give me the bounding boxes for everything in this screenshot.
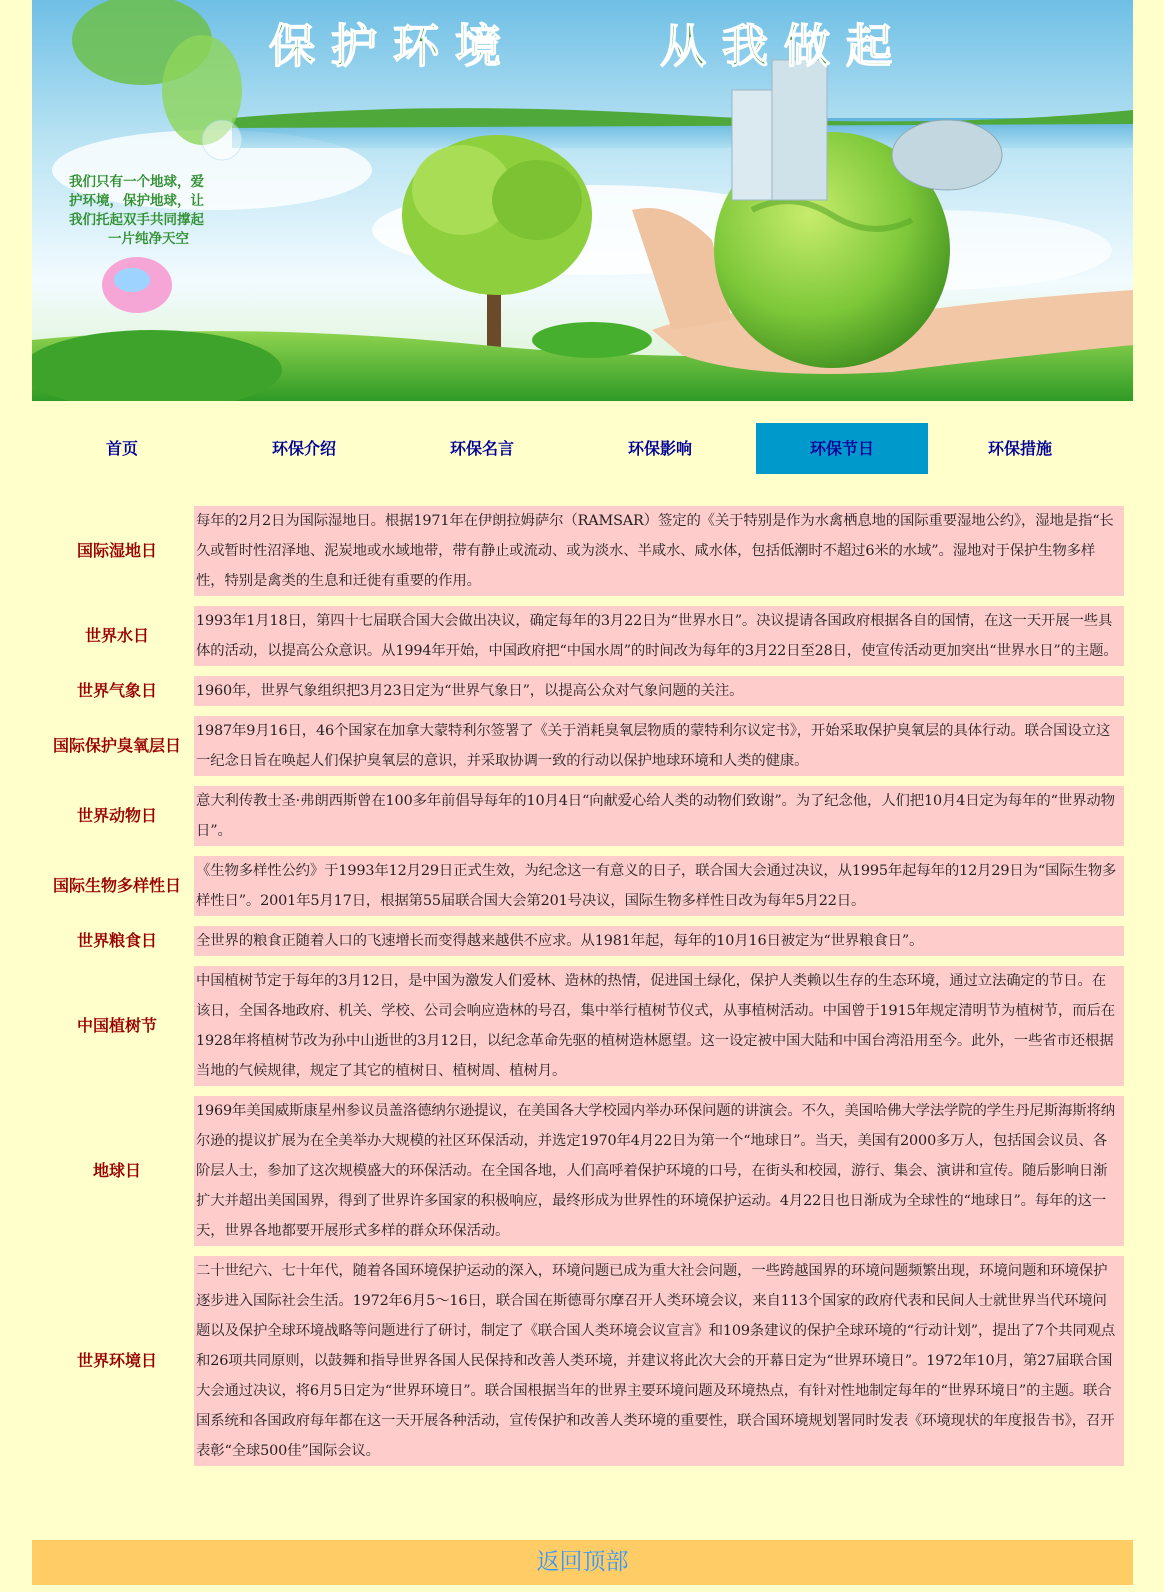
festival-description: 《生物多样性公约》于1993年12月29日正式生效，为纪念这一有意义的日子，联合国大会通过决议，从1995年起每年的12月29日为“国际生物多样性日”。2001年5月17日，根据第55届联合国大会第201号决议，国际生物多样性日改为每年5月22日。 xyxy=(194,856,1124,916)
festival-list xyxy=(40,506,1124,1476)
nav-item-measures[interactable]: 环保措施 xyxy=(987,439,1052,458)
main-nav xyxy=(36,423,1126,474)
festival-row xyxy=(40,926,1124,956)
festival-title: 国际湿地日 xyxy=(76,541,157,560)
banner-slogan-line: 一片纯净天空 xyxy=(108,231,189,247)
festival-row xyxy=(40,606,1124,666)
festival-row xyxy=(40,966,1124,1086)
festival-title: 世界环境日 xyxy=(76,1351,157,1370)
festival-description: 中国植树节定于每年的3月12日，是中国为激发人们爱林、造林的热情，促进国土绿化，保护人类赖以生存的生态环境，通过立法确定的节日。在该日，全国各地政府、机关、学校、公司会响应造林的号召，集中举行植树节仪式，从事植树活动。中国曾于1915年规定清明节为植树节，而后在1928年将植树节改为孙中山逝世的3月12日，以纪念革命先驱的植树造林愿望。这一设定被中国大陆和中国台湾沿用至今。此外，一些省市还根据当地的气候规律，规定了其它的植树日、植树周、植树月。 xyxy=(194,966,1124,1086)
banner-slogan-line: 护环境，保护地球，让 xyxy=(69,193,204,209)
festival-row xyxy=(40,506,1124,596)
festival-title: 国际生物多样性日 xyxy=(52,876,181,895)
festival-description: 每年的2月2日为国际湿地日。根据1971年在伊朗拉姆萨尔（RAMSAR）签定的《关于特别是作为水禽栖息地的国际重要湿地公约》，湿地是指“长久或暂时性沼泽地、泥炭地或水域地带，带有静止或流动、或为淡水、半咸水、咸水体，包括低潮时不超过6米的水域”。湿地对于保护生物多样性，特别是禽类的生息和迁徙有重要的作用。 xyxy=(194,506,1124,596)
festival-title: 世界水日 xyxy=(84,626,149,645)
back-to-top-link[interactable]: 返回顶部 xyxy=(32,1540,1133,1585)
nav-item-intro[interactable]: 环保介绍 xyxy=(271,439,336,458)
nav-item-impact[interactable]: 环保影响 xyxy=(627,439,692,458)
festival-row xyxy=(40,676,1124,706)
festival-title: 世界动物日 xyxy=(76,806,157,825)
festival-row xyxy=(40,786,1124,846)
festival-title: 中国植树节 xyxy=(76,1016,157,1035)
banner-image xyxy=(32,0,1133,401)
festival-title: 世界气象日 xyxy=(76,681,157,700)
festival-description: 意大利传教士圣·弗朗西斯曾在100多年前倡导每年的10月4日“向献爱心给人类的动物们致谢”。为了纪念他，人们把10月4日定为每年的“世界动物日”。 xyxy=(194,786,1124,846)
festival-title: 地球日 xyxy=(92,1161,141,1180)
festival-description: 二十世纪六、七十年代，随着各国环境保护运动的深入，环境问题已成为重大社会问题，一些跨越国界的环境问题频繁出现，环境问题和环境保护逐步进入国际社会生活。1972年6月5～16日，联合国在斯德哥尔摩召开人类环境会议，来自113个国家的政府代表和民间人士就世界当代环境问题以及保护全球环境战略等问题进行了研讨，制定了《联合国人类环境会议宣言》和109条建议的保护全球环境的“行动计划”，提出了7个共同观点和26项共同原则，以鼓舞和指导世界各国人民保持和改善人类环境，并建议将此次大会的开幕日定为“世界环境日”。1972年10月，第27届联合国大会通过决议，将6月5日定为“世界环境日”。联合国根据当年的世界主要环境问题及环境热点，有针对性地制定每年的“世界环境日”的主题。联合国系统和各国政府每年都在这一天开展各种活动，宣传保护和改善人类环境的重要性，联合国环境规划署同时发表《环境现状的年度报告书》，召开表彰“全球500佳”国际会议。 xyxy=(194,1256,1124,1466)
festival-description: 1993年1月18日，第四十七届联合国大会做出决议，确定每年的3月22日为“世界水日”。决议提请各国政府根据各自的国情，在这一天开展一些具体的活动，以提高公众意识。从1994年开始，中国政府把“中国水周”的时间改为每年的3月22日至28日，使宣传活动更加突出“世界水日”的主题。 xyxy=(194,606,1124,666)
festival-row xyxy=(40,1096,1124,1246)
banner-headline-right: 从我做起 xyxy=(660,19,908,73)
nav-item-quotes[interactable]: 环保名言 xyxy=(449,439,514,458)
festival-description: 全世界的粮食正随着人口的飞速增长而变得越来越供不应求。从1981年起，每年的10月16日被定为“世界粮食日”。 xyxy=(194,926,1124,956)
festival-title: 世界粮食日 xyxy=(76,931,157,950)
festival-title: 国际保护臭氧层日 xyxy=(52,736,181,755)
festival-description: 1969年美国威斯康星州参议员盖洛德纳尔逊提议，在美国各大学校园内举办环保问题的讲演会。不久，美国哈佛大学法学院的学生丹尼斯海斯将纳尔逊的提议扩展为在全美举办大规模的社区环保活动，并选定1970年4月22日为第一个“地球日”。当天，美国有2000多万人，包括国会议员、各阶层人士，参加了这次规模盛大的环保活动。在全国各地，人们高呼着保护环境的口号，在街头和校园，游行、集会、演讲和宣传。随后影响日渐扩大并超出美国国界，得到了世界许多国家的积极响应，最终形成为世界性的环境保护运动。4月22日也日渐成为全球性的“地球日”。每年的这一天，世界各地都要开展形式多样的群众环保活动。 xyxy=(194,1096,1124,1246)
banner-headline-left: 保护环境 xyxy=(269,19,517,73)
nav-item-festivals[interactable]: 环保节日 xyxy=(756,423,928,474)
festival-row xyxy=(40,1256,1124,1466)
festival-row xyxy=(40,716,1124,776)
nav-item-home[interactable]: 首页 xyxy=(105,439,138,458)
festival-row xyxy=(40,856,1124,916)
festival-description: 1987年9月16日，46个国家在加拿大蒙特利尔签署了《关于消耗臭氧层物质的蒙特利尔议定书》，开始采取保护臭氧层的具体行动。联合国设立这一纪念日旨在唤起人们保护臭氧层的意识，并采取协调一致的行动以保护地球环境和人类的健康。 xyxy=(194,716,1124,776)
banner-slogan-line: 我们托起双手共同撑起 xyxy=(69,212,204,228)
banner-slogan-line: 我们只有一个地球，爱 xyxy=(69,174,204,190)
festival-description: 1960年，世界气象组织把3月23日定为“世界气象日”，以提高公众对气象问题的关注。 xyxy=(194,676,1124,706)
